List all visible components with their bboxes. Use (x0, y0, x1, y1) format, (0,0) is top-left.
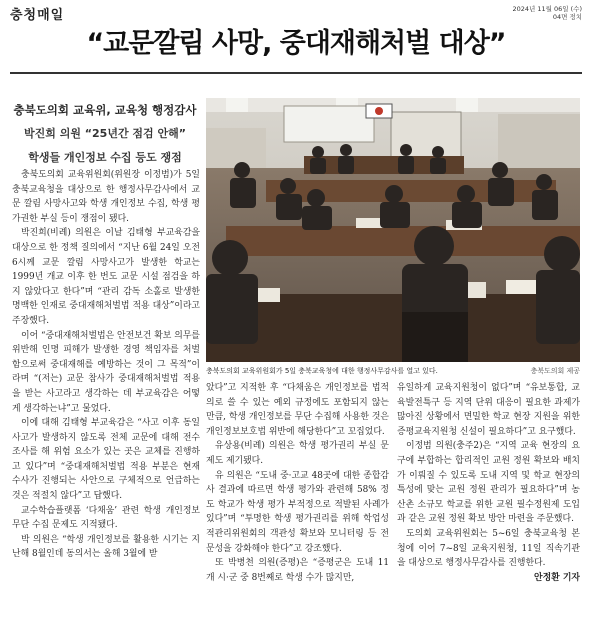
headline: “교문깔림 사망, 중대재해처벌 대상” (86, 28, 506, 59)
article-column-3 (397, 381, 580, 636)
paragraph: 유상용(비례) 의원은 학생 평가권리 부실 문제도 제기됐다. (206, 441, 389, 466)
subhead-2: 박진희 의원 “25년간 점검 안해” (24, 127, 186, 140)
photo-caption (206, 365, 580, 377)
paragraph-continued: 유일하게 교육지원청이 없다”며 “유보통합, 교육발전특구 등 지역 단위 대응이 필요한 과제가 많아진 상황에서 면밀한 학교 현장 지원을 위한 증평교육지원청 신설이 필요하다”고 요구했다. (397, 383, 580, 437)
paragraph-continued: 았다”고 지적한 후 “다채움은 개인정보를 법적 의로 쓸 수 있는 예외 규정에도 포함되지 않는 만큼, 학생 개인정보를 무단 수집해 사용한 것은 개인정보보호법 위반에 해당한다”고 꼬집었다. (206, 383, 389, 437)
paper-logo: 충청매일 (10, 8, 65, 23)
news-photo (206, 98, 580, 362)
byline: 안정환 기자 (534, 572, 580, 583)
paragraph: 교수학습플랫폼 ‘다채움’ 관련 학생 개인정보 무단 수집 문제도 지적됐다. (12, 505, 200, 531)
article-column-1 (12, 168, 200, 636)
paragraph: 박진희(비례) 의원은 이날 김태형 부교육감을 대상으로 한 정책 질의에서 “지난 6월 24일 오전 6시께 교문 깔림 사망사고가 발생한 학교는 1999년 개교 이후 한 번도 교문 시설 점검을 하지 않았다고 한다”며 “관리 감독 소홀로 발생한 명백한 인재로 중대재해처벌법 적용 대상”이라고 주장했다. (12, 228, 200, 326)
dateline (513, 5, 582, 21)
headline-rule (10, 72, 582, 74)
paragraph: 이어 “중대재해처벌법은 안전보건 확보 의무를 위반해 인명 피해가 발생한 경영 책임자를 처벌함으로써 중대재해를 예방하는 것이 그 목적”이라며 “(저는) 교문 참사가 중대재해처벌법 적용을 받는 사고라고 생각하는 데 부교육감은 어떻게 생각하는냐”고 물었다. (12, 330, 200, 414)
council-meeting-photo (206, 98, 580, 362)
article-column-2 (206, 381, 389, 636)
subheads (12, 98, 198, 170)
caption-text: 충북도의회 교육위원회가 5일 충북교육청에 대한 행정사무감사를 열고 있다. (206, 367, 438, 375)
paragraph: 도의회 교육위원회는 5~6일 충북교육청 본청에 이어 7~8일 교육지원청, 11일 직속기관을 대상으로 행정사무감사를 진행한다. (397, 528, 580, 569)
paragraph: 이정범 의원(충주2)은 “지역 교육 현장의 요구에 부합하는 합리적인 교원 정원 확보와 배치가 이뤄질 수 있도록 도내 지역 및 학교 현장의 특성에 맞는 교원 정원 관리가 필요하다”며 농산촌 소규모 학교를 위한 교원 필수정원제 도입과 같은 교원 정원 확보 방안 마련을 주문했다. (397, 441, 580, 525)
subhead-1: 충북도의회 교육위, 교육청 행정감사 (13, 103, 197, 117)
paragraph: 유 의원은 “도내 중·고교 48곳에 대한 종합감사 결과에 따르면 학생 평가와 관련해 58% 정도 학교가 학생 평가 부적정으로 적발된 사례가 있다”며 “투명한 학생 평가권리를 위해 학업성적관리위원회의 객관성 확보와 모니터링 등 전문성을 강화해야 한다”고 강조했다. (206, 470, 389, 554)
paragraph: 또 박병천 의원(증평)은 “증평군은 도내 11개 시·군 중 8번째로 학생 수가 많지만, (206, 558, 389, 583)
page-number: 04면 정치 (552, 13, 582, 21)
photo-credit: 충북도의회 제공 (530, 367, 580, 375)
paragraph: 충북도의회 교육위원회(위원장 이정범)가 5일 충북교육청을 대상으로 한 행정사무감사에서 교문 깔림 사망사고와 학생 개인정보 수집, 학생 평가권한 부실 등이 쟁점이 됐다. (12, 170, 200, 224)
subhead-3: 학생들 개인정보 수집 등도 쟁점 (28, 151, 182, 164)
paragraph: 이에 대해 김태형 부교육감은 “사고 이후 동일 사고가 발생하지 않도록 전체 교문에 대해 전수 조사를 해 위험 요소가 있는 곳은 교체를 진행하고 있다”며 “중대재해처벌법 적용 부분은 현재 수사가 진행되는 사안으로 구체적으로 언급하는 것은 적절치 않다”고 답했다. (12, 418, 200, 502)
issue-date: 2024년 11월 06일 (수) (512, 5, 582, 13)
paragraph: 박 의원은 “학생 개인정보를 활용한 시기는 지난해 8월인데 동의서는 올해 3월에 받 (12, 534, 200, 560)
